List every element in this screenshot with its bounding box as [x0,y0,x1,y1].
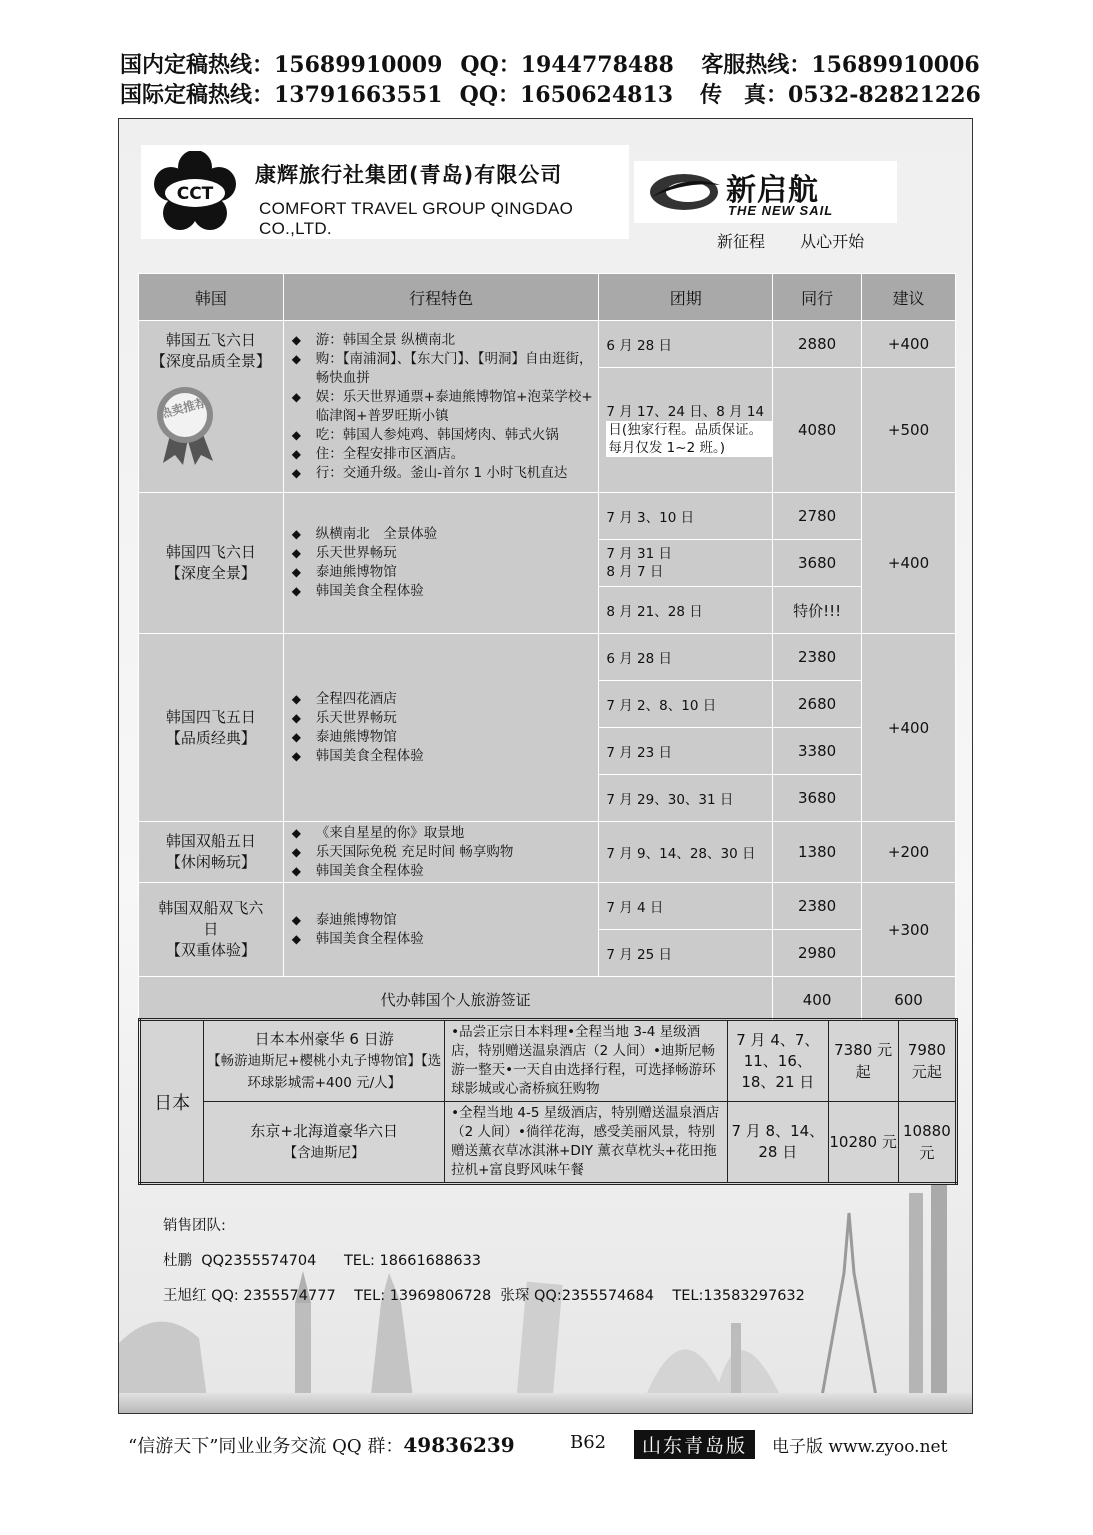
departure-date: 6 月 28 日 [599,321,773,368]
feature-item: ◆ 行：交通升级。釜山-首尔 1 小时飞机直达 [292,464,599,483]
departure-date: 7 月 25 日 [599,930,773,977]
badge-text: 热卖推荐 [158,395,209,422]
fax: 传 真：0532-82821226 [700,82,981,108]
route-name: 韩国四飞六日 [165,543,256,561]
suggested-price: +200 [862,822,956,883]
qq-group [128,1432,515,1458]
col-header-dates: 团期 [599,274,773,321]
feature-item: ◆ 乐天世界畅玩 [292,544,599,563]
route-name-cell [139,883,284,977]
qq-group-label: “信游天下”同业业务交流 QQ 群： [128,1436,404,1457]
cct-mark-text: CCT [176,184,214,204]
feature-item: ◆ 游：韩国全景 纵横南北 [292,331,599,350]
feature-item: ◆ 吃：韩国人参炖鸡、韩国烤肉、韩式火锅 [292,426,599,445]
domestic-qq: QQ：1944778488 [460,52,674,78]
col-header-peer-price: 同行 [773,274,862,321]
visa-row [139,977,956,1023]
col-header-suggested-price: 建议 [862,274,956,321]
route-features [283,883,599,977]
feature-item: ◆ 《来自星星的你》取景地 [292,824,599,843]
suggested-price: +400 [862,634,956,822]
route-subtitle: 【双重体验】 [165,941,256,959]
edition-label: 山东青岛版 [634,1430,755,1459]
route-subtitle: 【含迪斯尼】 [283,1145,365,1161]
route-features: •品尝正宗日本料理•全程当地 3-4 星级酒店，特别赠送温泉酒店（2 人间）•迪斯尼畅游一整天•一天自由选择行程，可选择畅游环球影城或心斋桥疯狂购物 [445,1020,728,1102]
departure-date: 8 月 21、28 日 [599,587,773,634]
ad-panel [118,118,973,1414]
intl-hotline: 国际定稿热线：13791663551 [120,82,443,108]
new-sail-logo-icon [646,167,724,217]
suggested-price: +400 [862,493,956,634]
route-name: 韩国四飞五日 [165,707,256,726]
departure-date-cell [599,540,773,587]
feature-item: ◆ 住：全程安排市区酒店。 [292,445,599,464]
website-link[interactable]: 电子版 www.zyoo.net [772,1437,948,1457]
japan-label: 日本 [140,1020,204,1184]
route-name: 韩国双船双飞六 [158,899,264,917]
feature-item: ◆ 韩国美食全程体验 [292,747,599,766]
feature-item: ◆ 纵横南北 全景体验 [292,525,599,544]
route-name-cell [139,634,284,822]
company-en-name: COMFORT TRAVEL GROUP QINGDAO CO.,LTD. [259,199,574,238]
peer-price: 2680 [773,681,862,728]
suggested-price: +300 [862,883,956,977]
route-name-cell [204,1102,445,1184]
domestic-hotline: 国内定稿热线：15689910009 [120,52,443,78]
sales-contact-line: 杜鹏 QQ2355574704 TEL: 18661688633 [163,1253,482,1269]
table-row [139,493,956,540]
feature-item: ◆ 泰迪熊博物馆 [292,911,599,930]
suggested-price: +500 [862,368,956,493]
intl-qq: QQ：1650624813 [459,82,674,108]
suggested-price: 10880 元 [898,1102,956,1184]
visa-label: 代办韩国个人旅游签证 [139,977,773,1023]
sales-team [163,1209,805,1314]
peer-price: 2780 [773,493,862,540]
peer-price: 3680 [773,540,862,587]
peer-price: 2880 [773,321,862,368]
departure-date: 7 月 31 日 [606,546,673,562]
route-name-cell [139,493,284,634]
hot-sale-badge-icon [155,385,213,465]
departure-date: 7 月 29、30、31 日 [599,775,773,822]
peer-price: 10280 元 [828,1102,898,1184]
route-features [283,822,599,883]
feature-item: ◆ 韩国美食全程体验 [292,930,599,949]
route-name-cell [139,822,284,883]
cct-flower-logo-icon [153,151,237,235]
service-hotline: 客服热线：15689910006 [701,52,980,78]
route-name: 东京+北海道豪华六日 [250,1122,398,1140]
departure-date: 7 月 17、24 日、8 月 14 [606,404,765,420]
japan-table [138,1018,958,1185]
company-cn-name: 康辉旅行社集团(青岛)有限公司 [255,163,563,187]
peer-price: 特价!!! [773,587,862,634]
feature-item: ◆ 泰迪熊博物馆 [292,728,599,747]
route-subtitle: 【品质经典】 [165,728,256,747]
table-row [139,321,956,368]
feature-item: ◆ 乐天国际免税 充足时间 畅享购物 [292,843,599,862]
slogan: 新征程 从心开始 [717,232,865,251]
footer [118,1428,978,1460]
hotline-block [120,50,980,110]
peer-price: 3680 [773,775,862,822]
korea-table [138,273,956,1023]
departure-date: 7 月 3、10 日 [599,493,773,540]
col-header-korea: 韩国 [139,274,284,321]
route-subtitle: 【休闲畅玩】 [165,853,256,871]
new-sail-en: THE NEW SAIL [728,203,834,218]
route-name: 韩国五飞六日 [165,331,256,349]
peer-price: 2980 [773,930,862,977]
feature-item: ◆ 全程四花酒店 [292,690,599,709]
peer-price: 7380 元起 [828,1020,898,1102]
departure-date: 8 月 7 日 [606,564,664,580]
route-name: 日 [203,920,219,938]
route-name: 韩国双船五日 [165,832,256,850]
cct-logo-block [141,145,629,239]
peer-price: 1380 [773,822,862,883]
table-row [139,822,956,883]
route-subtitle: 【畅游迪斯尼+樱桃小丸子博物馆】【选环球影城需+400 元/人】 [207,1053,442,1091]
table-row [139,883,956,930]
feature-item: ◆ 韩国美食全程体验 [292,582,599,601]
departure-date: 7 月 9、14、28、30 日 [599,822,773,883]
route-name-cell [204,1020,445,1102]
departure-date: 7 月 4、7、11、16、18、21 日 [728,1020,828,1102]
route-subtitle: 【深度全景】 [165,564,256,582]
visa-suggested-price: 600 [862,977,956,1023]
feature-item: ◆ 购：【南浦洞】、【东大门】、【明洞】自由逛街，畅快血拼 [292,350,599,388]
hotline-row [120,80,980,110]
page-number: B62 [570,1432,607,1453]
departure-note: 日(独家行程。品质保证。每月仅发 1~2 班。) [606,421,772,457]
table-row [140,1102,957,1184]
departure-date-cell [599,368,773,493]
suggested-price: +400 [862,321,956,368]
departure-date: 6 月 28 日 [599,634,773,681]
feature-item: ◆ 乐天世界畅玩 [292,709,599,728]
table-header-row [139,274,956,321]
route-features [283,493,599,634]
table-row [139,634,956,681]
peer-price: 2380 [773,883,862,930]
table-row [140,1020,957,1102]
route-features [283,634,599,822]
route-name-cell [139,321,284,493]
sales-contact-line: 王旭红 QQ: 2355574777 TEL: 13969806728 张琛 QQ:2355574684 TEL:13583297632 [163,1288,805,1304]
route-features: •全程当地 4-5 星级酒店，特别赠送温泉酒店（2 人间）•徜徉花海，感受美丽风景，特别赠送薰衣草冰淇淋+DIY 薰衣草枕头+花田拖拉机+富良野风味午餐 [445,1102,728,1184]
qq-group-number: 49836239 [403,1433,515,1457]
feature-item: ◆ 娱：乐天世界通票+泰迪熊博物馆+泡菜学校+ 临津阁+普罗旺斯小镇 [292,388,599,426]
hotline-row [120,50,980,80]
suggested-price: 7980 元起 [898,1020,956,1102]
feature-item: ◆ 泰迪熊博物馆 [292,563,599,582]
sales-title: 销售团队: [163,1218,226,1234]
feature-item: ◆ 韩国美食全程体验 [292,862,599,881]
departure-date: 7 月 8、14、28 日 [728,1102,828,1184]
route-subtitle: 【深度品质全景】 [150,352,271,370]
visa-peer-price: 400 [773,977,862,1023]
route-name: 日本本州豪华 6 日游 [254,1030,394,1048]
departure-date: 7 月 4 日 [599,883,773,930]
route-features [283,321,599,493]
col-header-features: 行程特色 [283,274,599,321]
new-sail-cn: 新启航 [726,173,819,208]
peer-price: 4080 [773,368,862,493]
new-sail-logo-block [634,161,897,223]
departure-date: 7 月 23 日 [599,728,773,775]
peer-price: 3380 [773,728,862,775]
peer-price: 2380 [773,634,862,681]
departure-date: 7 月 2、8、10 日 [599,681,773,728]
